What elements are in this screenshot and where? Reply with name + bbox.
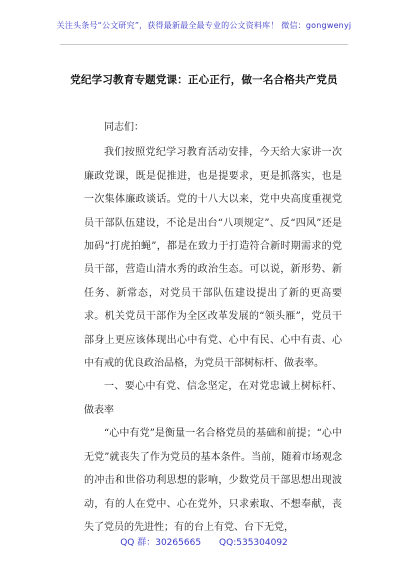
- footer-qq-group: QQ 群：30265665: [120, 538, 202, 548]
- paragraph-section-one: “心中有党”是衡量一名合格党员的基础和前提；“心中无党”就丧失了作为党员的基本条件。当前，随着市场观念的冲击和世俗功利思想的影响，少数党员干部思想出现波动，有的人在党中、心在党外，只求索取、不想奉献，丧失了党员的先进性；有的台上有党、台下无党，: [84, 428, 342, 533]
- document-title: 党纪学习教育专题党课：正心正行，做一名合格共产党员: [70, 74, 338, 86]
- header-banner: 关注头条号“公文研究”，获得最新最全最专业的公文资料库！ 微信：gongwenyj: [56, 21, 352, 30]
- header-divider: [60, 44, 348, 45]
- salutation: 同志们：: [104, 122, 144, 133]
- section-heading: 一、要心中有党、信念坚定，在对党忠诚上树标杆、做表率: [84, 381, 342, 416]
- footer-contact: [0, 535, 408, 548]
- paragraph-intro: 我们按照党纪学习教育活动安排，今天给大家讲一次廉政党课，既是促推进，也是提要求，更是抓落实，也是一次集体廉政谈话。党的十八大以来，党中央高度重视党员干部队伍建设，不论是出台“八项规定”、反“四风”还是加码“打虎拍蝇”，都是在致力于打造符合新时期需求的党员干部，营造山清水秀的政治生态。可以说，新形势、新任务、新常态，对党员干部队伍建设提出了新的更高要求。机关党员干部作为全区改革发展的“领头雁”，党员干部身上更应该体现出心中有党、心中有民、心中有责、心中有戒的优良政治品格，为党员干部树标杆、做表率。: [84, 147, 342, 370]
- document-body: [84, 116, 342, 539]
- footer-qq: QQ:535304092: [219, 538, 288, 548]
